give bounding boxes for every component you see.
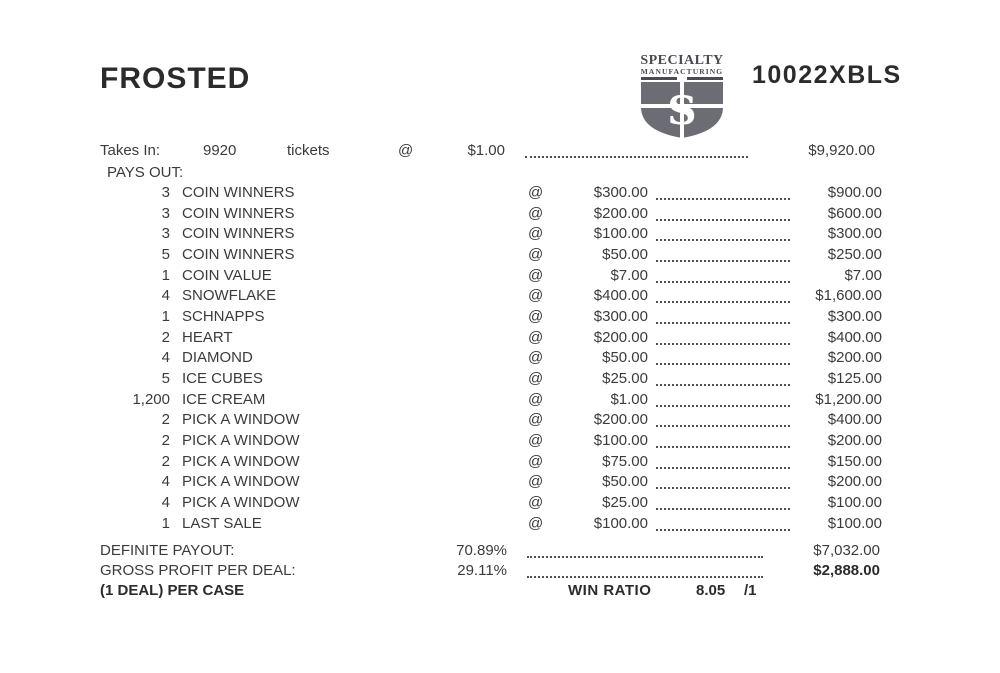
payout-total: $100.00 (827, 493, 882, 511)
payout-total: $300.00 (827, 307, 882, 325)
payout-price: $100.00 (593, 514, 648, 532)
payout-total: $125.00 (827, 369, 882, 387)
payout-total: $1,600.00 (815, 287, 882, 305)
logo-divider-bars (641, 77, 723, 80)
dotted-leader (656, 183, 790, 200)
payout-total: $200.00 (827, 473, 882, 491)
definite-payout-label: DEFINITE PAYOUT: (100, 542, 235, 559)
at-symbol: @ (528, 473, 544, 491)
payout-price: $300.00 (593, 184, 648, 201)
dotted-leader (527, 541, 763, 558)
payout-price: $50.00 (602, 349, 648, 367)
at-symbol: @ (528, 431, 544, 449)
at-symbol: @ (528, 349, 544, 367)
payout-price: $25.00 (602, 369, 648, 387)
deals-per-case-label: (1 DEAL) PER CASE (100, 582, 245, 599)
dotted-leader (656, 472, 790, 489)
dollar-shield-icon (640, 81, 724, 139)
payout-qty: 3 (161, 225, 170, 243)
payout-row (100, 328, 882, 349)
pays-out-label: PAYS OUT: (107, 164, 184, 181)
payout-name: COIN WINNERS (182, 245, 295, 263)
payout-price: $50.00 (602, 245, 648, 263)
payout-price: $100.00 (593, 431, 648, 449)
payout-total: $250.00 (827, 245, 882, 263)
payout-name: PICK A WINDOW (182, 431, 300, 449)
at-symbol: @ (528, 245, 544, 263)
payout-table (100, 183, 882, 534)
dotted-leader (656, 514, 790, 531)
payout-row (100, 369, 882, 390)
takes-in-total: $9,920.00 (808, 142, 875, 159)
payout-row (100, 307, 882, 328)
payout-qty: 1 (161, 266, 170, 284)
payout-row (100, 493, 882, 514)
at-symbol: @ (528, 307, 544, 325)
payout-row (100, 183, 882, 204)
gross-profit-label: GROSS PROFIT PER DEAL: (100, 562, 296, 579)
bottom-summary-line (0, 581, 1000, 603)
dotted-leader (656, 307, 790, 324)
payout-name: SNOWFLAKE (182, 287, 277, 305)
dotted-leader (656, 390, 790, 407)
at-symbol: @ (528, 369, 544, 387)
payout-row (100, 245, 882, 266)
payout-total: $300.00 (827, 225, 882, 243)
at-symbol: @ (528, 514, 544, 532)
payout-qty: 5 (161, 245, 170, 263)
dotted-leader (656, 348, 790, 365)
logo-text-manufacturing: MANUFACTURING (640, 67, 724, 76)
dotted-leader (656, 204, 790, 221)
payout-qty: 4 (161, 473, 170, 491)
takes-in-row (100, 141, 875, 162)
at-symbol: @ (528, 328, 544, 346)
payout-qty: 1 (161, 514, 170, 532)
payout-row (100, 472, 882, 493)
dotted-leader (525, 141, 748, 158)
payout-total: $200.00 (827, 431, 882, 449)
definite-payout-row (100, 541, 880, 562)
dollar-sign-glyph: $ (665, 81, 699, 135)
definite-payout-amount: $7,032.00 (813, 542, 880, 559)
dotted-leader (656, 328, 790, 345)
takes-in-tickets-label: tickets (287, 142, 330, 159)
payout-qty: 4 (161, 493, 170, 511)
payout-row (100, 410, 882, 431)
gross-profit-amount: $2,888.00 (813, 562, 880, 579)
dotted-leader (656, 245, 790, 262)
payout-name: PICK A WINDOW (182, 411, 300, 429)
payout-total: $1,200.00 (815, 390, 882, 408)
dotted-leader (656, 410, 790, 427)
payout-name: ICE CUBES (182, 369, 263, 387)
payout-total: $400.00 (827, 411, 882, 429)
dotted-leader (656, 286, 790, 303)
payout-price: $75.00 (602, 452, 648, 470)
payout-price: $400.00 (593, 287, 648, 305)
payout-name: DIAMOND (182, 349, 253, 367)
payout-qty: 2 (161, 411, 170, 429)
payout-name: ICE CREAM (182, 390, 266, 408)
at-symbol: @ (528, 287, 544, 305)
win-ratio-value: 8.05 (696, 582, 726, 599)
at-symbol: @ (528, 411, 544, 429)
payout-name: PICK A WINDOW (182, 473, 300, 491)
payout-row (100, 224, 882, 245)
takes-in-at-symbol: @ (398, 142, 414, 159)
payout-total: $7.00 (844, 266, 882, 284)
dotted-leader (656, 493, 790, 510)
payout-qty: 3 (161, 204, 170, 222)
payout-name: COIN WINNERS (182, 204, 295, 222)
payout-total: $100.00 (827, 514, 882, 532)
definite-payout-percent: 70.89% (456, 542, 507, 559)
payout-qty: 5 (161, 369, 170, 387)
payout-price: $25.00 (602, 493, 648, 511)
takes-in-label: Takes In: (100, 142, 161, 159)
payout-price: $7.00 (610, 266, 648, 284)
payout-name: PICK A WINDOW (182, 452, 300, 470)
specialty-manufacturing-logo (636, 54, 728, 139)
win-ratio-label: WIN RATIO (568, 582, 652, 599)
dotted-leader (527, 561, 763, 578)
payout-total: $400.00 (827, 328, 882, 346)
payout-price: $100.00 (593, 225, 648, 243)
takes-in-price: $1.00 (467, 142, 505, 159)
payout-qty: 2 (161, 328, 170, 346)
takes-in-ticket-count: 9920 (203, 142, 237, 159)
at-symbol: @ (528, 390, 544, 408)
payout-qty: 2 (161, 452, 170, 470)
payout-row (100, 348, 882, 369)
at-symbol: @ (528, 266, 544, 284)
at-symbol: @ (528, 225, 544, 243)
payout-row (100, 204, 882, 225)
at-symbol: @ (528, 204, 544, 222)
payout-name: PICK A WINDOW (182, 493, 300, 511)
payout-name: COIN WINNERS (182, 184, 295, 201)
payout-name: LAST SALE (182, 514, 262, 532)
payout-price: $200.00 (593, 411, 648, 429)
payout-qty: 1 (161, 307, 170, 325)
gross-profit-row (100, 561, 880, 582)
payout-qty: 4 (161, 287, 170, 305)
dotted-leader (656, 369, 790, 386)
payout-price: $1.00 (610, 390, 648, 408)
payout-name: COIN VALUE (182, 266, 272, 284)
dotted-leader (656, 452, 790, 469)
payout-row (100, 452, 882, 473)
at-symbol: @ (528, 493, 544, 511)
game-title: FROSTED (100, 62, 251, 95)
payout-total: $900.00 (827, 184, 882, 201)
gross-profit-percent: 29.11% (457, 562, 507, 579)
form-number: 10022XBLS (752, 61, 902, 89)
at-symbol: @ (528, 184, 544, 201)
win-ratio-suffix: /1 (744, 582, 757, 599)
payout-row (100, 286, 882, 307)
logo-bar-left (641, 77, 677, 80)
payout-total: $200.00 (827, 349, 882, 367)
payout-row (100, 266, 882, 287)
payout-name: COIN WINNERS (182, 225, 295, 243)
logo-bar-right (687, 77, 723, 80)
payout-row (100, 390, 882, 411)
payout-total: $150.00 (827, 452, 882, 470)
at-symbol: @ (528, 452, 544, 470)
payout-qty: 1,200 (132, 390, 170, 408)
payout-row (100, 514, 882, 535)
dotted-leader (656, 224, 790, 241)
payout-price: $200.00 (593, 204, 648, 222)
payout-qty: 4 (161, 349, 170, 367)
dotted-leader (656, 266, 790, 283)
dotted-leader (656, 431, 790, 448)
payout-price: $50.00 (602, 473, 648, 491)
payout-name: SCHNAPPS (182, 307, 265, 325)
payout-name: HEART (182, 328, 233, 346)
payout-total: $600.00 (827, 204, 882, 222)
payout-row (100, 431, 882, 452)
payout-qty: 3 (161, 184, 170, 201)
payout-qty: 2 (161, 431, 170, 449)
payout-price: $300.00 (593, 307, 648, 325)
logo-text-specialty: SPECIALTY (640, 53, 724, 68)
payout-price: $200.00 (593, 328, 648, 346)
